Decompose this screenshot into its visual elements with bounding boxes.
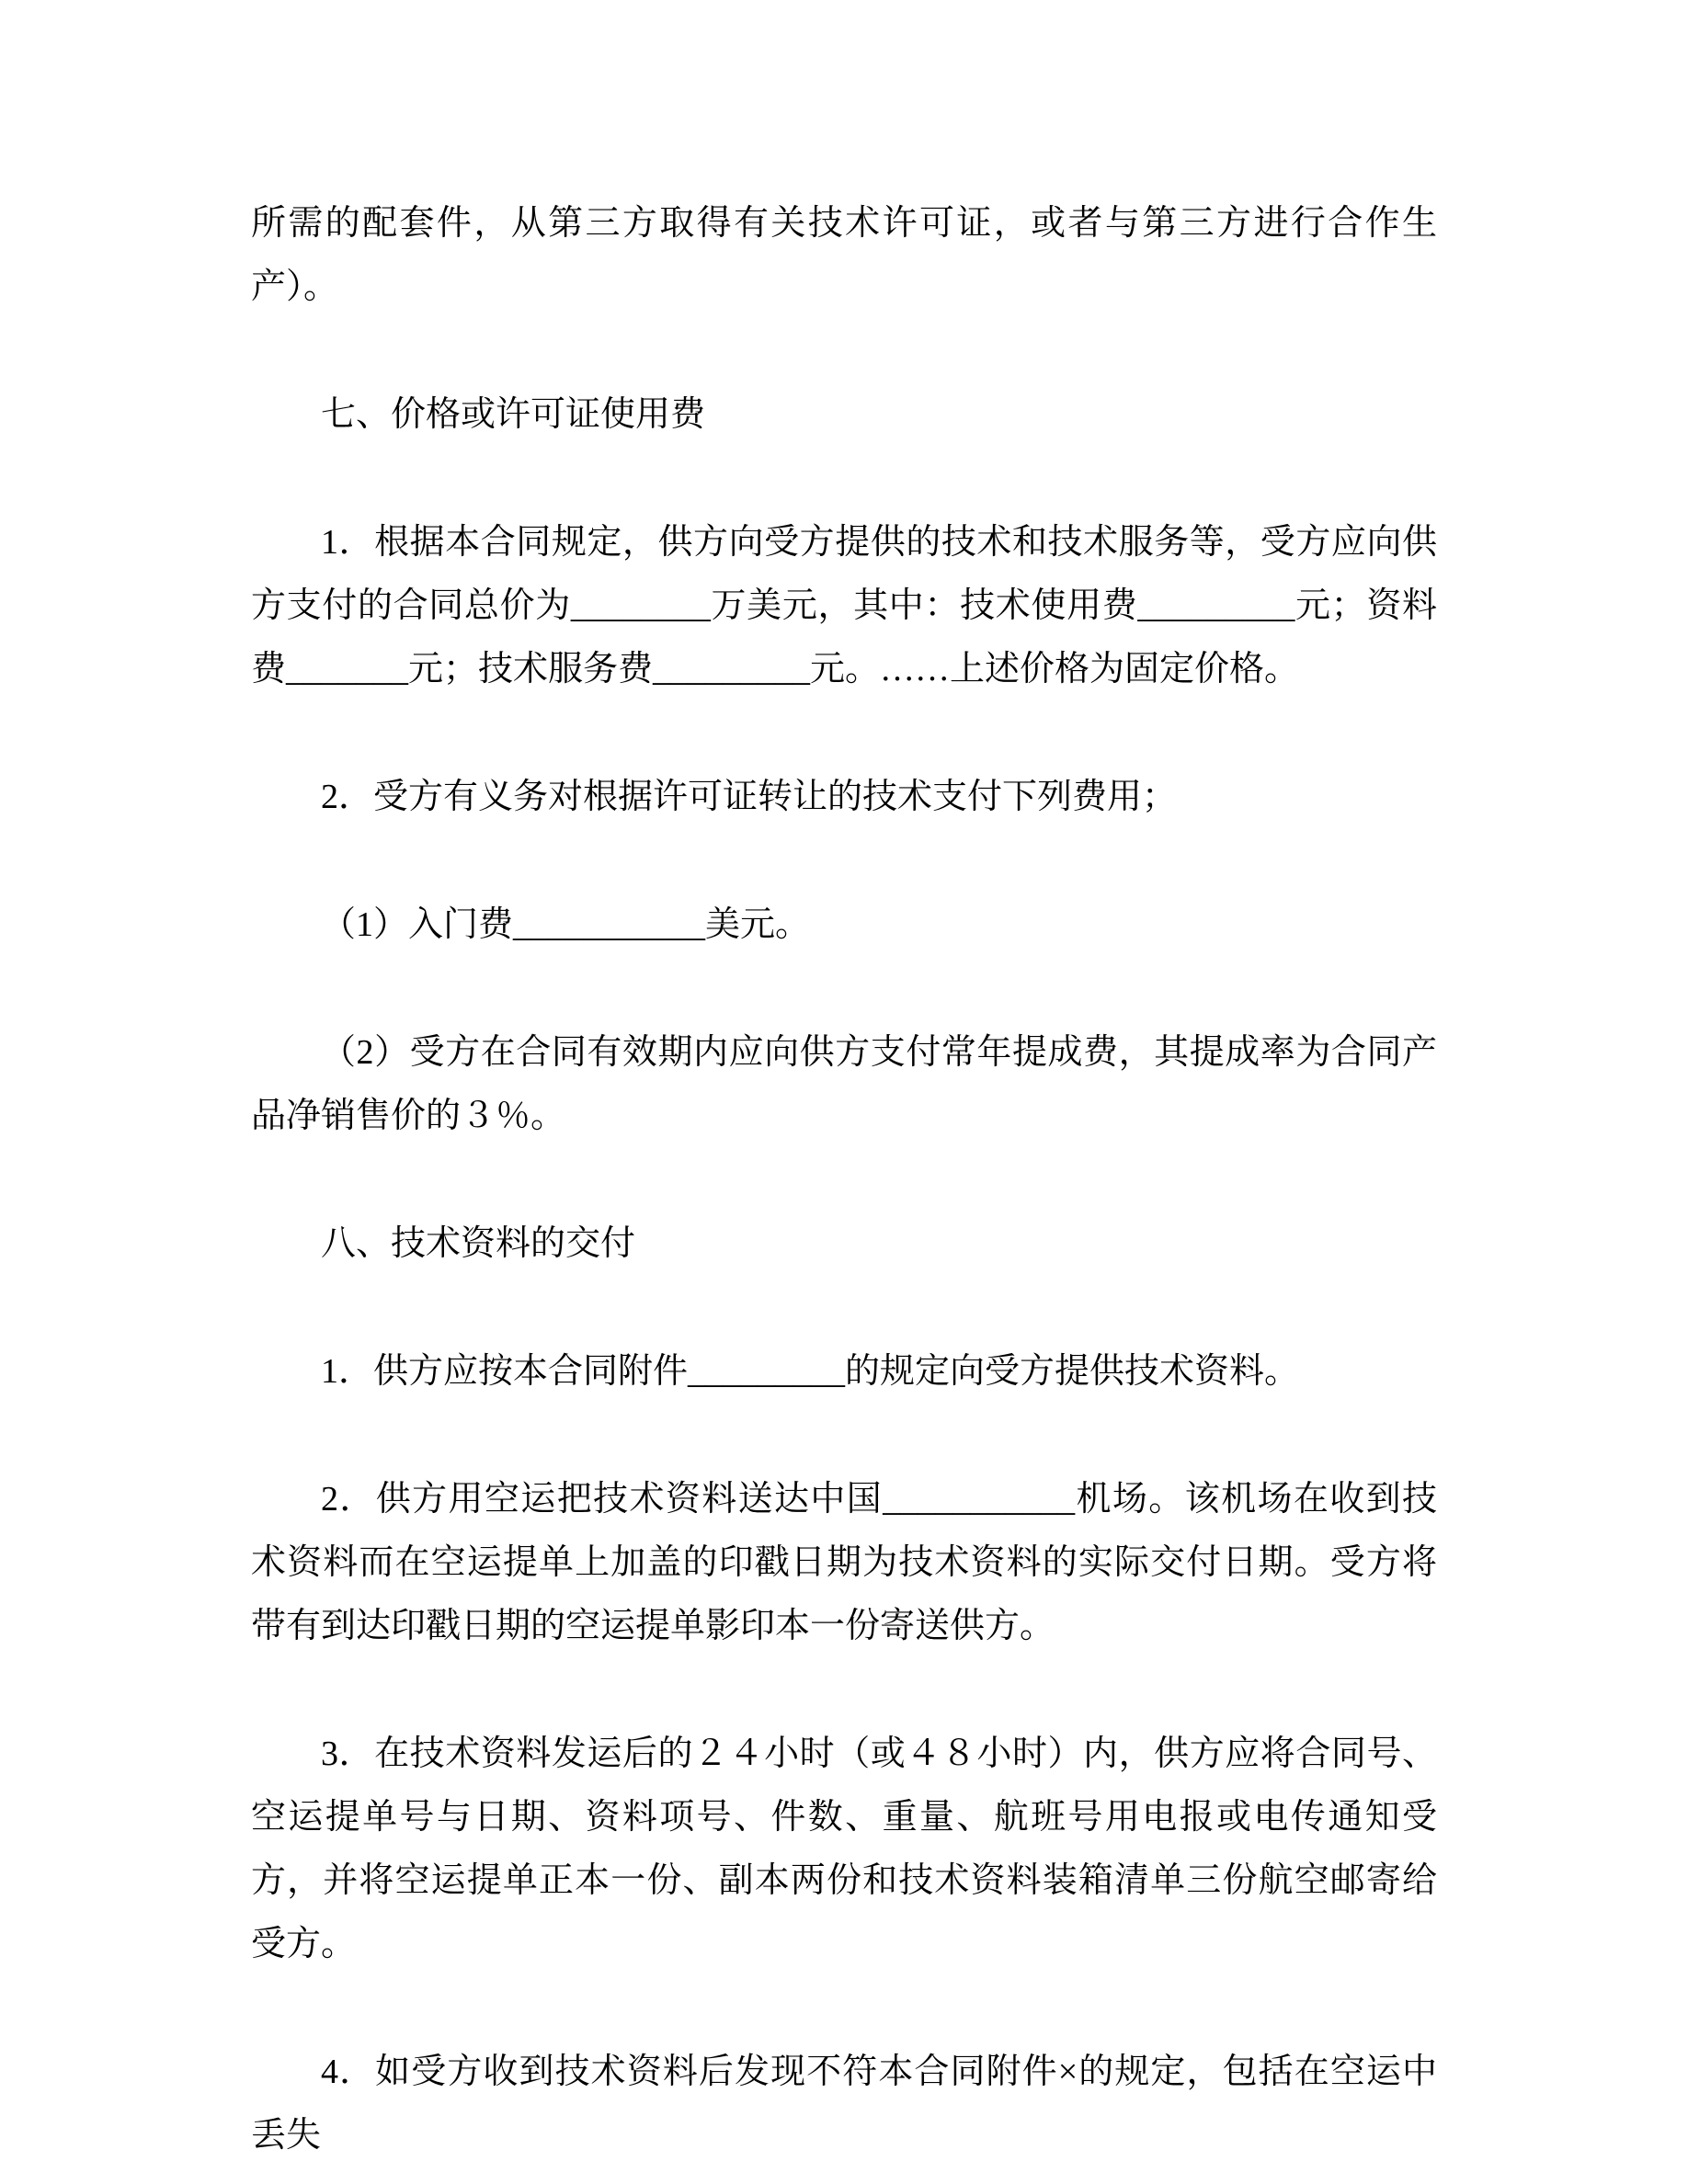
clause-7-2-item-2: （2）受方在合同有效期内应向供方支付常年提成费，其提成率为合同产品净销售价的３％。 <box>251 1033 1437 1135</box>
clause-8-2: 2．供方用空运把技术资料送达中国___________机场。该机场在收到技术资料而在空运提单上加盖的印戳日期为技术资料的实际交付日期。受方将带有到达印戳日期的空运提单影印本一份寄送供方。 <box>251 1480 1437 1645</box>
clause-8-1: 1．供方应按本合同附件_________的规定向受方提供技术资料。 <box>321 1352 1300 1391</box>
clause-7-1: 1．根据本合同规定，供方向受方提供的技术和技术服务等，受方应向供方支付的合同总价为________万美元，其中：技术使用费_________元；资料费_______元；技术服务费_________元。……上述价格为固定价格。 <box>251 523 1437 688</box>
clause-8-4: 4．如受方收到技术资料后发现不符本合同附件×的规定，包括在空运中丢失 <box>251 2053 1437 2155</box>
clause-8-3: 3．在技术资料发运后的２４小时（或４８小时）内，供方应将合同号、空运提单号与日期、资料项号、件数、重量、航班号用电报或电传通知受方，并将空运提单正本一份、副本两份和技术资料装箱清单三份航空邮寄给受方。 <box>251 1735 1437 1963</box>
section-heading-price: 七、价格或许可证使用费 <box>321 395 706 434</box>
clause-7-2: 2．受方有义务对根据许可证转让的技术支付下列费用； <box>321 778 1178 816</box>
paragraph-continuation-line: 所需的配套件，从第三方取得有关技术许可证，或者与第三方进行合作生产）。 <box>251 204 1437 306</box>
section-heading-delivery: 八、技术资料的交付 <box>321 1224 636 1263</box>
clause-7-2-item-1: （1）入门费___________美元。 <box>321 905 811 944</box>
